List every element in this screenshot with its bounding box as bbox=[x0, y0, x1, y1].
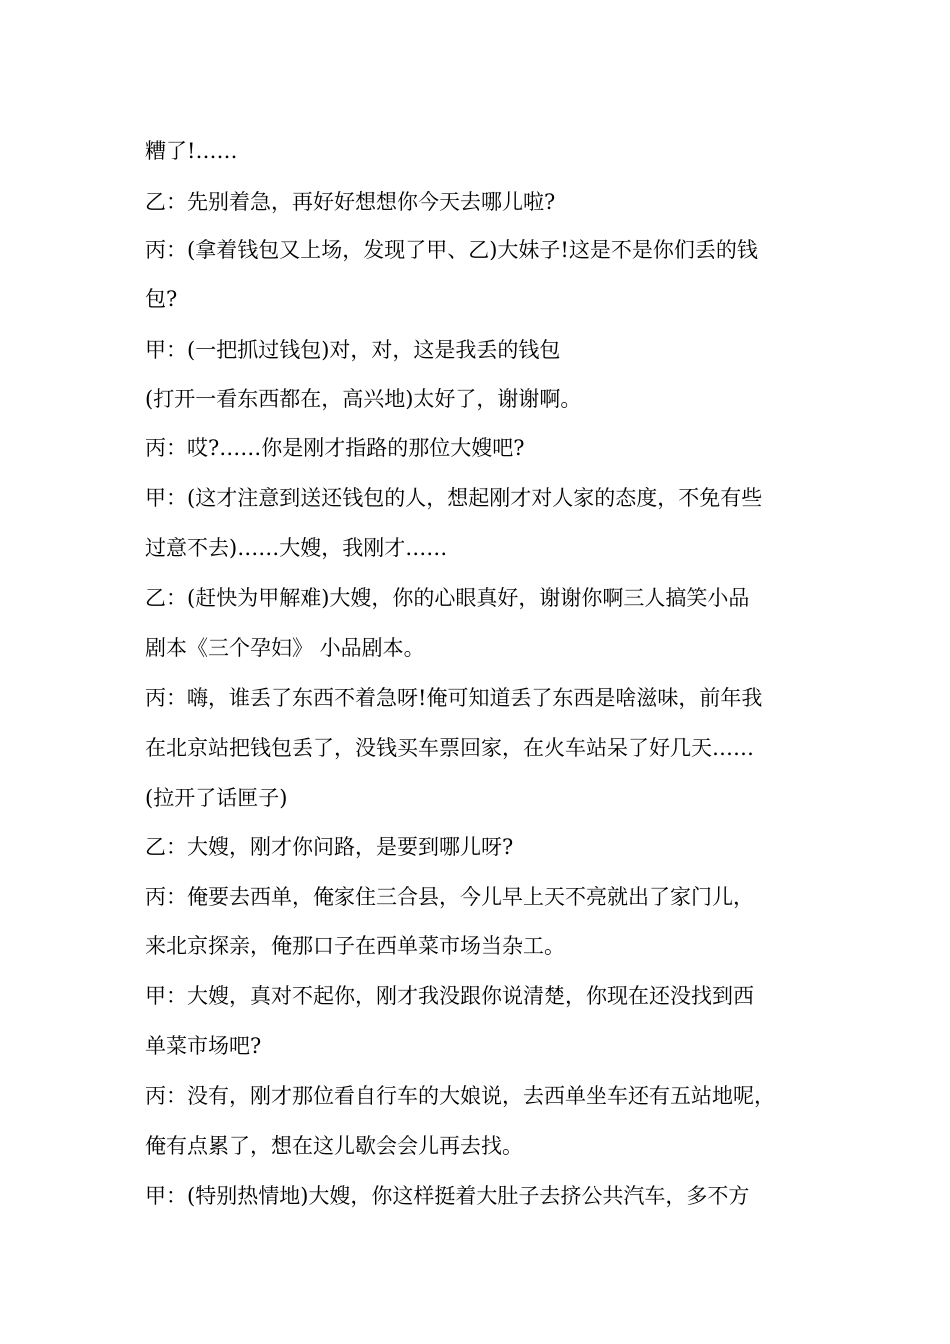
text-line: 过意不去)……大嫂，我刚才…… bbox=[145, 536, 448, 560]
text-line: 甲：(一把抓过钱包)对，对，这是我丢的钱包 bbox=[145, 338, 561, 362]
text-line: 甲：(特别热情地)大嫂，你这样挺着大肚子去挤公共汽车，多不方 bbox=[145, 1184, 750, 1208]
text-line: 丙：嗨，谁丢了东西不着急呀!俺可知道丢了东西是啥滋味，前年我 bbox=[145, 686, 763, 710]
text-line: 丙：俺要去西单，俺家住三合县，今儿早上天不亮就出了家门儿， bbox=[145, 885, 754, 909]
text-line: 丙：哎?……你是刚才指路的那位大嫂吧? bbox=[145, 436, 525, 460]
text-line: (打开一看东西都在，高兴地)太好了，谢谢啊。 bbox=[145, 387, 582, 411]
text-line: 在北京站把钱包丢了，没钱买车票回家，在火车站呆了好几天…… bbox=[145, 736, 754, 760]
text-line: 俺有点累了，想在这儿歇会会儿再去找。 bbox=[145, 1134, 523, 1158]
text-line: 甲：大嫂，真对不起你，刚才我没跟你说清楚，你现在还没找到西 bbox=[145, 984, 754, 1008]
text-line: 丙：(拿着钱包又上场，发现了甲、乙)大妹子!这是不是你们丢的钱 bbox=[145, 238, 758, 262]
text-line: 甲：(这才注意到送还钱包的人，想起刚才对人家的态度，不免有些 bbox=[145, 486, 763, 510]
text-line: 乙：(赶快为甲解难)大嫂，你的心眼真好，谢谢你啊三人搞笑小品 bbox=[145, 586, 750, 610]
text-line: (拉开了话匣子) bbox=[145, 786, 288, 810]
text-line: 剧本《三个孕妇》 小品剧本。 bbox=[145, 636, 425, 660]
text-line: 包? bbox=[145, 287, 178, 311]
text-line: 单菜市场吧? bbox=[145, 1034, 262, 1058]
text-line: 丙：没有，刚才那位看自行车的大娘说，去西单坐车还有五站地呢， bbox=[145, 1084, 775, 1108]
text-line: 乙：先别着急，再好好想想你今天去哪儿啦? bbox=[145, 190, 556, 214]
text-line: 来北京探亲，俺那口子在西单菜市场当杂工。 bbox=[145, 934, 565, 958]
text-line: 糟了!…… bbox=[145, 139, 238, 163]
text-line: 乙：大嫂，刚才你问路，是要到哪儿呀? bbox=[145, 835, 514, 859]
